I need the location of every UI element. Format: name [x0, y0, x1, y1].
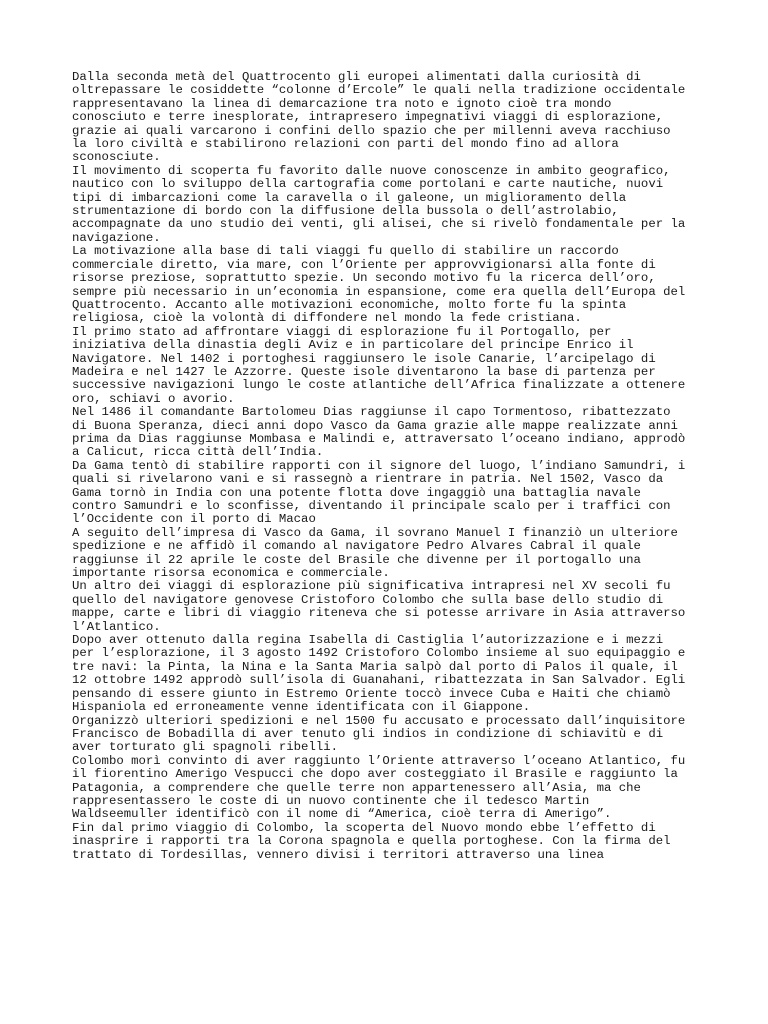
text-line: accompagnate da uno studio dei venti, gli alisei, che si rivelò fondamentale per la: [72, 217, 686, 232]
text-line: inasprire i rapporti tra la Corona spagnola e quella portoghese. Con la firma del: [72, 834, 671, 849]
document-body: [72, 71, 712, 862]
text-line: commerciale diretto, via mare, con l’Oriente per approvvigionarsi alla fonte di: [72, 257, 656, 272]
text-line: Colombo morì convinto di aver raggiunto l’Oriente attraverso l’oceano Atlantico, fu: [72, 753, 686, 768]
text-line: di Buona Speranza, dieci anni dopo Vasco da Gama grazie alle mappe realizzate anni: [72, 418, 678, 433]
text-line: trattato di Tordesillas, vennero divisi i territori attraverso una linea: [72, 847, 604, 862]
paragraph: [72, 245, 712, 325]
text-line: risorse preziose, soprattutto spezie. Un secondo motivo fu la ricerca dell’oro,: [72, 271, 656, 286]
text-line: Un altro dei viaggi di esplorazione più significativa intrapresi nel XV secoli fu: [72, 579, 671, 594]
text-line: Da Gama tentò di stabilire rapporti con il signore del luogo, l’indiano Samundri, i: [72, 458, 686, 473]
text-line: Waldseemuller identificò con il nome di “America, cioè terra di Amerigo”.: [72, 807, 612, 822]
text-line: la loro civiltà e stabilirono relazioni con parti del mondo fino ad allora: [72, 137, 619, 152]
text-line: Il movimento di scoperta fu favorito dalle nuove conoscenze in ambito geografico,: [72, 163, 671, 178]
text-line: navigazione.: [72, 230, 161, 245]
text-line: Navigatore. Nel 1402 i portoghesi raggiunsero le isole Canarie, l’arcipelago di: [72, 351, 656, 366]
text-line: conosciuto e terre inesplorate, intrapresero impegnativi viaggi di esplorazione,: [72, 110, 664, 125]
text-line: l’Occidente con il porto di Macao: [72, 512, 316, 527]
text-line: l’Atlantico.: [72, 619, 161, 634]
text-line: quali si rivelarono vani e si rassegnò a rientrare in patria. Nel 1502, Vasco da: [72, 472, 664, 487]
paragraph: [72, 527, 712, 581]
text-line: Gama tornò in India con una potente flotta dove ingaggiò una battaglia navale: [72, 485, 641, 500]
text-line: Nel 1486 il comandante Bartolomeu Dias raggiunse il capo Tormentoso, ribattezzato: [72, 405, 671, 420]
text-line: tipi di imbarcazioni come la caravella o il galeone, un miglioramento della: [72, 190, 627, 205]
text-line: La motivazione alla base di tali viaggi fu quello di stabilire un raccordo: [72, 244, 619, 259]
text-line: contro Samundri e lo sconfisse, diventando il principale scalo per i traffici con: [72, 499, 671, 513]
text-line: grazie ai quali varcarono i confini dello spazio che per millenni aveva racchiuso: [72, 123, 671, 138]
text-line: quello del navigatore genovese Cristoforo Colombo che sulla base dello studio di: [72, 592, 664, 607]
text-line: iniziativa della dinastia degli Aviz e in particolare del principe Enrico il: [72, 338, 634, 353]
paragraph: [72, 326, 712, 406]
text-line: Patagonia, a comprendere che quelle terre non appartenessero all’Asia, ma che: [72, 780, 641, 795]
paragraph: [72, 580, 712, 634]
text-line: raggiunse il 22 aprile le coste del Brasile che divenne per il portogallo una: [72, 552, 641, 567]
text-line: il fiorentino Amerigo Vespucci che dopo aver costeggiato il Brasile e raggiunto la: [72, 767, 678, 782]
text-line: strumentazione di bordo con la diffusione della bussola o dell’astrolabio,: [72, 204, 619, 219]
text-line: Dalla seconda metà del Quattrocento gli europei alimentati dalla curiosità di: [72, 70, 641, 84]
text-line: Dopo aver ottenuto dalla regina Isabella di Castiglia l’autorizzazione e i mezzi: [72, 633, 664, 648]
text-line: Il primo stato ad affrontare viaggi di esplorazione fu il Portogallo, per: [72, 324, 612, 339]
text-line: religiosa, cioè la volontà di diffondere nel mondo la fede cristiana.: [72, 311, 582, 326]
text-line: prima da Dias raggiunse Mombasa e Malindi e, attraversato l’oceano indiano, approdò: [72, 431, 686, 446]
paragraph: [72, 715, 712, 755]
text-line: A seguito dell’impresa di Vasco da Gama, il sovrano Manuel I finanziò un ulteriore: [72, 525, 678, 540]
text-line: rappresentassero le coste di un nuovo continente che il tedesco Martin: [72, 793, 590, 808]
text-line: mappe, carte e libri di viaggio riteneva che si potesse arrivare in Asia attraverso: [72, 606, 686, 621]
text-line: sconosciute.: [72, 150, 161, 165]
text-line: importante risorsa economica e commerciale.: [72, 566, 390, 581]
text-line: 12 ottobre 1492 approdò sull’isola di Guanahani, ribattezzata in San Salvador. Egli: [72, 673, 686, 688]
text-line: pensando di essere giunto in Estremo Oriente toccò invece Cuba e Haiti che chiamò: [72, 686, 671, 701]
text-line: Fin dal primo viaggio di Colombo, la scoperta del Nuovo mondo ebbe l’effetto di: [72, 820, 656, 835]
paragraph: [72, 634, 712, 714]
text-line: Madeira e nel 1427 le Azzorre. Queste isole diventarono la base di partenza per: [72, 364, 656, 379]
text-line: aver torturato gli spagnoli ribelli.: [72, 740, 338, 755]
text-line: per l’esplorazione, il 3 agosto 1492 Cristoforo Colombo insieme al suo equipaggio e: [72, 646, 686, 661]
text-line: nautico con lo sviluppo della cartografia come portolani e carte nautiche, nuovi: [72, 177, 664, 192]
text-line: oro, schiavi o avorio.: [72, 391, 235, 406]
text-line: Organizzò ulteriori spedizioni e nel 1500 fu accusato e processato dall’inquisitore: [72, 713, 686, 728]
paragraph: [72, 822, 712, 862]
paragraph: [72, 71, 712, 165]
paragraph: [72, 460, 712, 527]
text-line: a Calicut, ricca città dell’India.: [72, 445, 324, 460]
text-line: tre navi: la Pinta, la Nina e la Santa Maria salpò dal porto di Palos il quale, il: [72, 659, 678, 674]
paragraph: [72, 165, 712, 245]
text-line: rappresentavano la linea di demarcazione tra noto e ignoto cioè tra mondo: [72, 96, 612, 111]
paragraph: [72, 755, 712, 822]
text-line: sempre più necessario in un’economia in espansione, come era quella dell’Europa del: [72, 284, 686, 299]
text-line: oltrepassare le cosiddette “colonne d’Ercole” le quali nella tradizione occidentale: [72, 83, 686, 98]
text-line: Quattrocento. Accanto alle motivazioni economiche, molto forte fu la spinta: [72, 297, 627, 312]
text-line: Hispaniola ed erroneamente venne identificata con il Giappone.: [72, 700, 531, 715]
text-line: Francisco de Bobadilla di aver tenuto gli indios in condizione di schiavitù e di: [72, 726, 664, 741]
text-line: spedizione e ne affidò il comando al navigatore Pedro Alvares Cabral il quale: [72, 539, 641, 554]
text-line: successive navigazioni lungo le coste atlantiche dell’Africa finalizzate a ottenere: [72, 378, 686, 393]
paragraph: [72, 406, 712, 460]
